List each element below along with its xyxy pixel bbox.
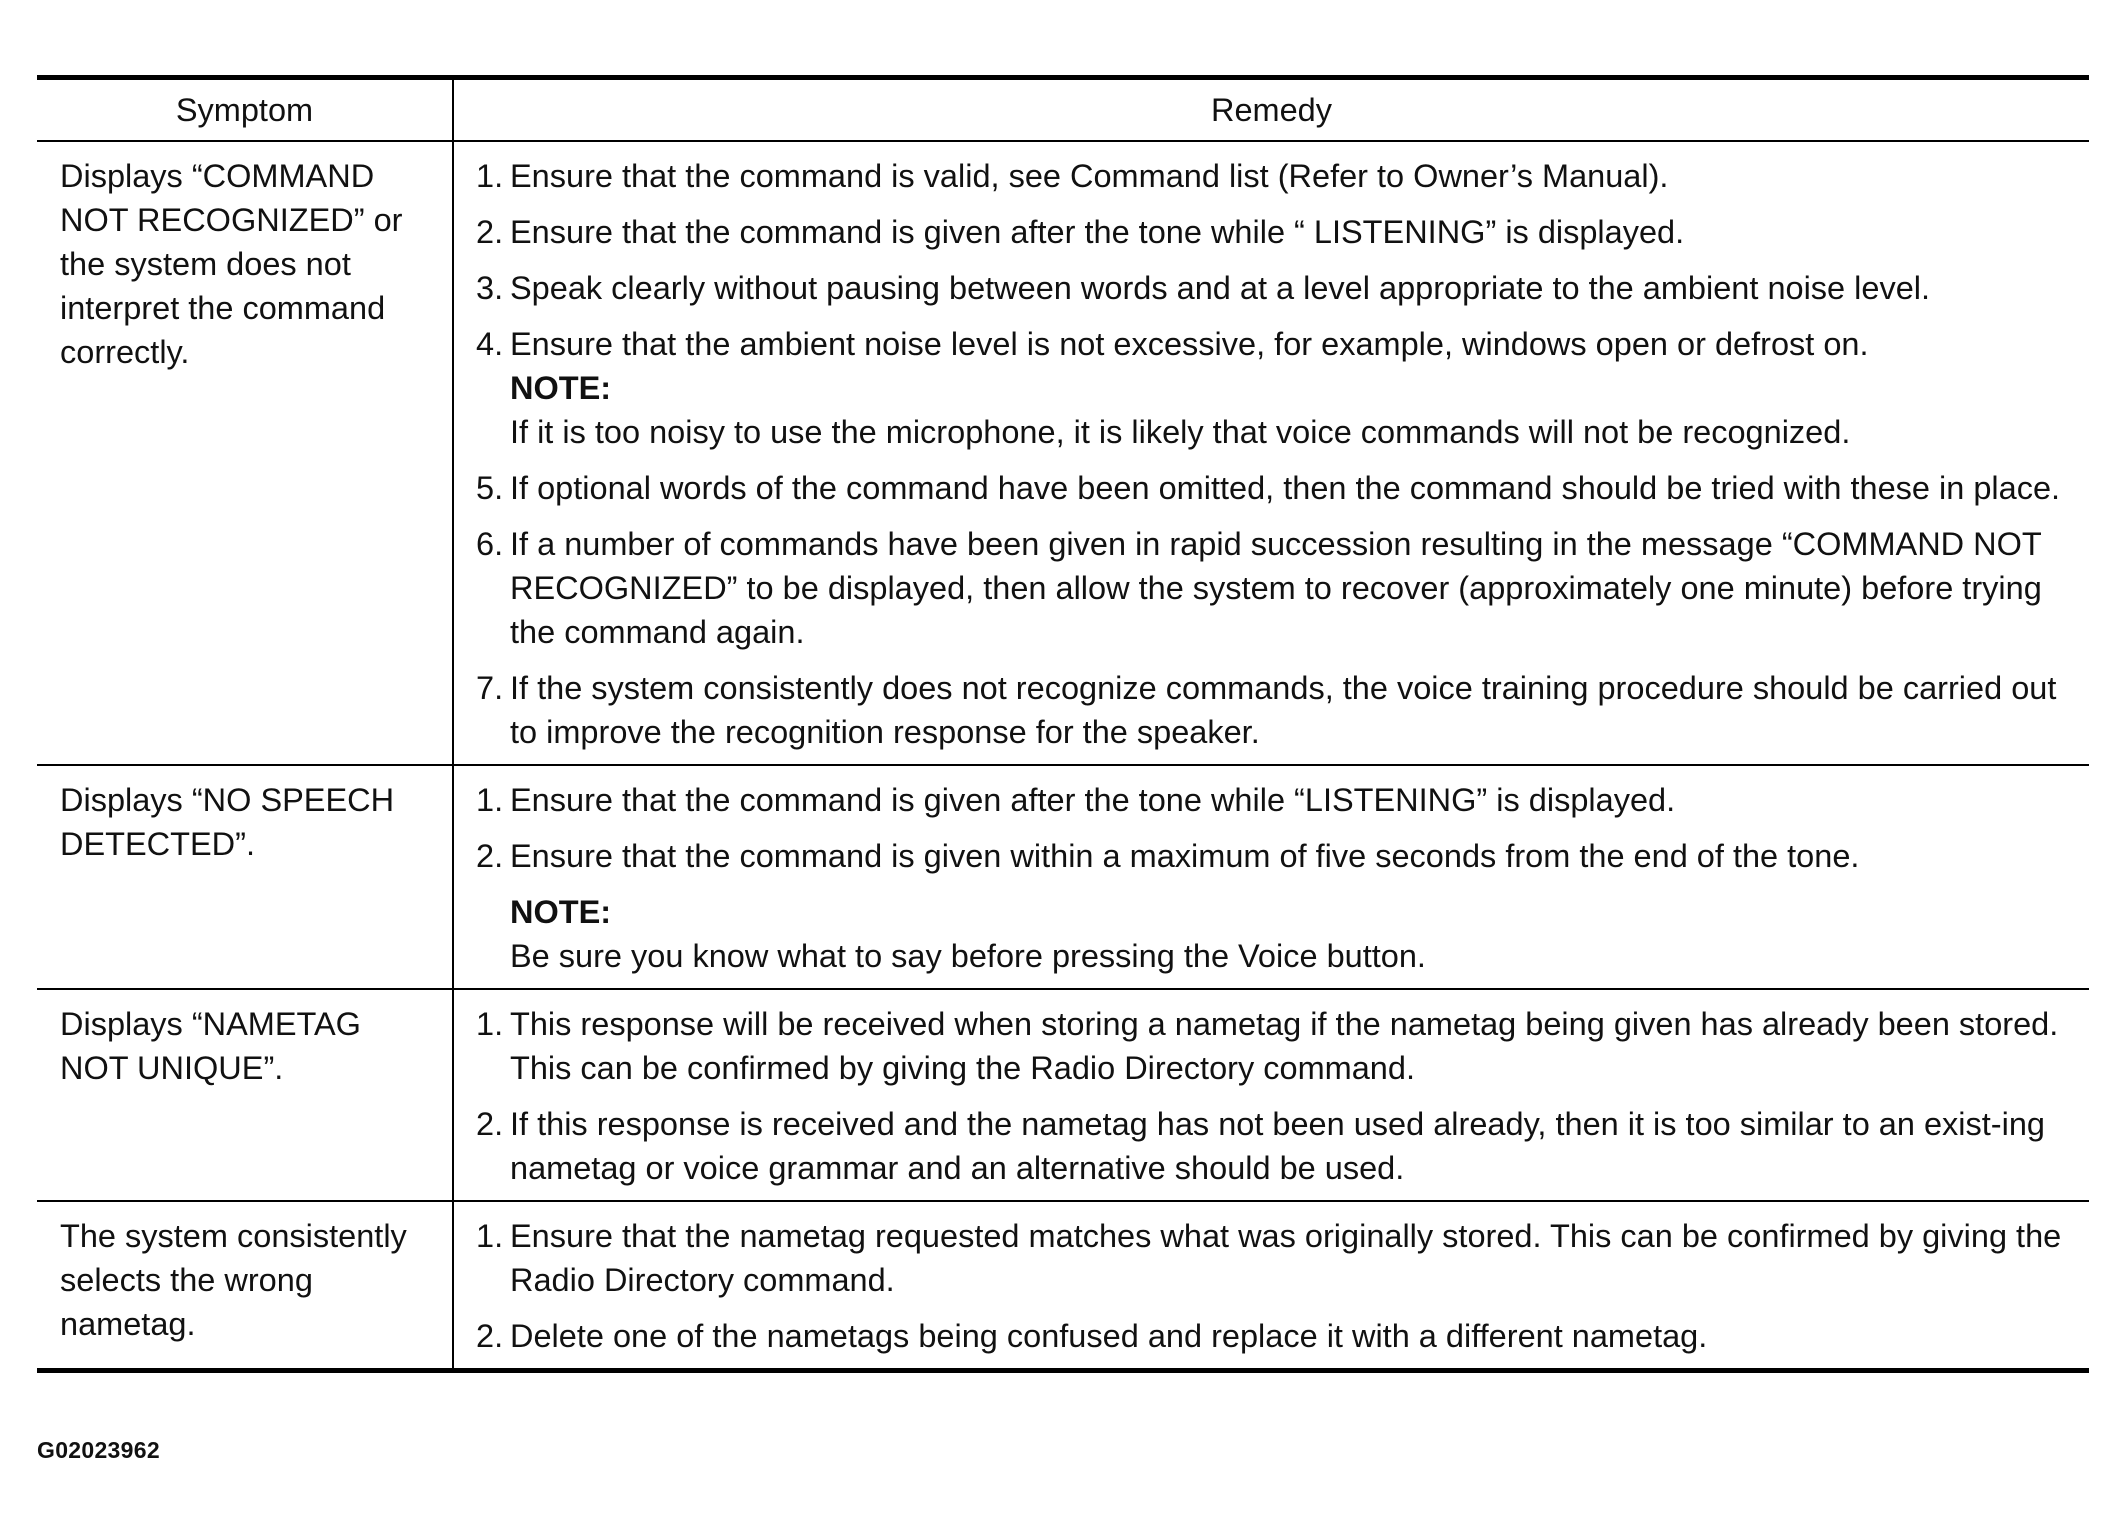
remedy-step — [476, 466, 2077, 510]
table-row — [37, 141, 2089, 765]
remedy-step — [476, 522, 2077, 654]
step-number: 2. — [476, 838, 504, 874]
note-block — [510, 890, 2077, 978]
symptom-column-header: Symptom — [37, 78, 453, 142]
remedy-step — [476, 1102, 2077, 1190]
table-row — [37, 989, 2089, 1201]
remedy-step — [476, 666, 2077, 754]
step-number: 1. — [476, 158, 504, 194]
step-text: Ensure that the command is given after the tone while “LISTENING” is displayed. — [510, 782, 1676, 818]
remedy-cell — [453, 141, 2089, 765]
remedy-step — [476, 266, 2077, 310]
remedy-step — [476, 834, 2077, 878]
figure-id-label: G02023962 — [37, 1437, 160, 1463]
remedy-steps — [476, 154, 2077, 366]
remedy-cell — [453, 765, 2089, 989]
troubleshooting-sheet — [37, 75, 2089, 1373]
symptom-cell: Displays “NO SPEECH DETECTED”. — [37, 765, 453, 989]
troubleshooting-table — [37, 75, 2089, 1373]
step-text: If optional words of the command have been omitted, then the command should be tried with these in place. — [510, 470, 2061, 506]
remedy-cell — [453, 1201, 2089, 1371]
step-text: If this response is received and the nametag has not been used already, then it is too similar to an exist-ing nametag or voice grammar and an alternative should be used. — [510, 1106, 2045, 1186]
remedy-cell — [453, 989, 2089, 1201]
step-number: 2. — [476, 214, 504, 250]
step-text: Speak clearly without pausing between words and at a level appropriate to the ambient noise level. — [510, 270, 1931, 306]
step-number: 7. — [476, 670, 504, 706]
step-number: 3. — [476, 270, 504, 306]
step-text: If a number of commands have been given in rapid succession resulting in the message “COMMAND NOT RECOGNIZED” to be displayed, then allow the system to recover (approximately one minute) before trying the command again. — [510, 526, 2042, 650]
remedy-steps — [476, 1214, 2077, 1358]
header-row — [37, 78, 2089, 142]
remedy-step — [476, 322, 2077, 366]
table-row — [37, 765, 2089, 989]
step-number: 2. — [476, 1106, 504, 1142]
remedy-step — [476, 1214, 2077, 1302]
symptom-cell: The system consistently selects the wrong nametag. — [37, 1201, 453, 1371]
note-label: NOTE: — [510, 894, 612, 930]
step-text: This response will be received when storing a nametag if the nametag being given has already been stored. This can be confirmed by giving the Radio Directory command. — [510, 1006, 2059, 1086]
note-block — [510, 366, 2077, 454]
remedy-step — [476, 778, 2077, 822]
remedy-step — [476, 210, 2077, 254]
note-label: NOTE: — [510, 370, 612, 406]
note-text: Be sure you know what to say before pressing the Voice button. — [510, 938, 1426, 974]
step-number: 1. — [476, 782, 504, 818]
step-text: Ensure that the command is given after the tone while “ LISTENING” is displayed. — [510, 214, 1685, 250]
step-text: Ensure that the ambient noise level is not excessive, for example, windows open or defrost on. — [510, 326, 1869, 362]
step-number: 1. — [476, 1006, 504, 1042]
step-number: 1. — [476, 1218, 504, 1254]
step-text: Delete one of the nametags being confused and replace it with a different nametag. — [510, 1318, 1708, 1354]
note-text: If it is too noisy to use the microphone, it is likely that voice commands will not be recognized. — [510, 414, 1851, 450]
step-number: 2. — [476, 1318, 504, 1354]
step-text: Ensure that the command is valid, see Command list (Refer to Owner’s Manual). — [510, 158, 1669, 194]
remedy-step — [476, 1314, 2077, 1358]
step-text: Ensure that the nametag requested matches what was originally stored. This can be confirmed by giving the Radio Directory command. — [510, 1218, 2062, 1298]
symptom-cell: Displays “NAMETAG NOT UNIQUE”. — [37, 989, 453, 1201]
remedy-steps — [476, 1002, 2077, 1190]
table-row — [37, 1201, 2089, 1371]
remedy-step — [476, 1002, 2077, 1090]
remedy-steps — [476, 466, 2077, 754]
step-number: 4. — [476, 326, 504, 362]
step-text: If the system consistently does not recognize commands, the voice training procedure should be carried out to improve the recognition response for the speaker. — [510, 670, 2057, 750]
step-text: Ensure that the command is given within a maximum of five seconds from the end of the tone. — [510, 838, 1860, 874]
remedy-column-header: Remedy — [1210, 92, 1333, 128]
remedy-step — [476, 154, 2077, 198]
step-number: 6. — [476, 526, 504, 562]
step-number: 5. — [476, 470, 504, 506]
symptom-cell: Displays “COMMAND NOT RECOGNIZED” or the system does not interpret the command correctly. — [37, 141, 453, 765]
remedy-steps — [476, 778, 2077, 878]
